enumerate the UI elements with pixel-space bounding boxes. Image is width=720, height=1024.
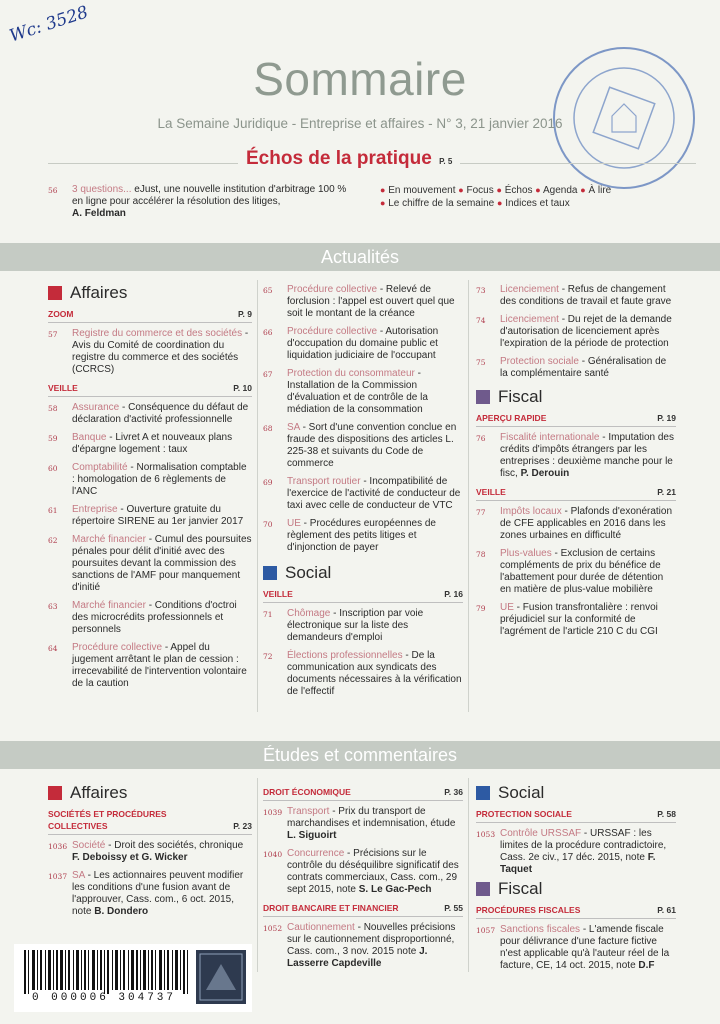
link-agenda[interactable]: Agenda — [542, 185, 578, 196]
page-title: Sommaire — [253, 53, 467, 105]
entry-author: F. Taquet — [500, 852, 656, 875]
entry-number: 70 — [263, 520, 273, 529]
entry-body — [500, 602, 676, 638]
entry-category: UE — [500, 602, 514, 613]
column-divider — [468, 280, 469, 712]
entry-text: - Fusion transfrontalière : renvoi préjudiciel sur la conformité de l'agrément de l'article 210 C du CGI — [500, 602, 658, 637]
entry-category: Banque — [72, 432, 107, 443]
barcode-icon — [22, 950, 198, 994]
entry-body — [72, 642, 252, 690]
entry-category: 3 questions... — [72, 184, 132, 195]
entry-category: Sanctions fiscales — [500, 924, 581, 935]
entry-category: SA — [72, 870, 85, 881]
entry-number: 72 — [263, 652, 273, 661]
entry-body — [287, 368, 463, 416]
entry-body — [287, 518, 463, 554]
entry-number: 1039 — [263, 808, 283, 817]
entry-body — [72, 534, 252, 594]
social-heading: Social — [263, 566, 463, 580]
entry-body — [500, 924, 676, 972]
protection-subheading: PROTECTION SOCIALE P. 58 — [476, 808, 676, 823]
link-echos[interactable]: Échos — [504, 185, 533, 196]
entry-category: Concurrence — [287, 848, 345, 859]
entry-body — [72, 328, 252, 376]
entry-category: Marché financier — [72, 534, 146, 545]
toc-entry[interactable] — [48, 402, 252, 426]
link-chiffre-semaine[interactable]: Le chiffre de la semaine — [388, 198, 495, 209]
entry-text: - Refus de changement des conditions de travail et faute grave — [500, 284, 672, 307]
entry-text: - Conséquence du défaut de déclaration d'activité professionnelle — [72, 402, 249, 425]
entry-category: Protection sociale — [500, 356, 579, 367]
entry-category: Chômage — [287, 608, 331, 619]
actualites-middle-column — [263, 284, 463, 704]
entry-number: 66 — [263, 328, 273, 337]
toc-entry[interactable] — [263, 326, 463, 362]
entry-author: F. Deboissy et G. Wicker — [72, 852, 188, 863]
etudes-middle-column — [263, 782, 463, 976]
entry-number: 67 — [263, 370, 273, 379]
social-veille-subheading: VEILLE P. 16 — [263, 588, 463, 603]
toc-entry[interactable] — [263, 518, 463, 554]
column-divider — [468, 778, 469, 972]
entry-body — [287, 922, 463, 970]
veille-subheading: VEILLE P. 10 — [48, 382, 252, 397]
entry-category: Protection du consommateur — [287, 368, 415, 379]
toc-entry[interactable] — [476, 356, 676, 380]
toc-entry[interactable] — [263, 284, 463, 320]
page-subtitle: La Semaine Juridique - Entreprise et affaires - N° 3, 21 janvier 2016 — [157, 116, 563, 131]
entry-number: 74 — [476, 316, 486, 325]
echos-entry — [48, 184, 348, 226]
entry-number: 1037 — [48, 872, 68, 881]
entry-text: - Avis du Comité de coordination du registre du commerce et des sociétés (CCRCS) — [72, 328, 249, 375]
entry-text: - Du rejet de la demande d'autorisation de licenciement après l'expiration de la période de protection — [500, 314, 672, 349]
etudes-fiscal-heading: Fiscal — [476, 882, 676, 896]
toc-entry[interactable] — [476, 432, 676, 480]
entry-category: Licenciement — [500, 314, 559, 325]
square-icon — [476, 786, 490, 800]
entry-body — [72, 432, 252, 456]
toc-entry[interactable] — [48, 534, 252, 594]
entry-number: 64 — [48, 644, 58, 653]
entry-text: - Droit des sociétés, chronique — [105, 840, 244, 851]
echos-page: P. 5 — [439, 157, 453, 166]
toc-entry[interactable] — [476, 924, 676, 972]
etudes-social-heading: Social — [476, 786, 676, 800]
entry-body — [500, 828, 676, 876]
entry-text: - Normalisation comptable : homologation de 6 règlements de l'ANC — [72, 462, 247, 497]
entry-text: - Les actionnaires peuvent modifier les conditions d'une fusion avant de l'approuver, Cass. com., 6 oct. 2015, note — [72, 870, 244, 917]
entry-number: 56 — [48, 186, 58, 195]
entry-body — [287, 284, 463, 320]
entry-text: - URSSAF : les limites de la procédure contradictoire, Cass. 2e civ., 17 déc. 2015, note — [500, 828, 667, 863]
entry-text: - Prix du transport de marchandises et indemnisation, étude — [287, 806, 456, 829]
entry-body — [287, 650, 463, 698]
entry-number: 65 — [263, 286, 273, 295]
toc-entry[interactable] — [48, 432, 252, 456]
entry-text: - Autorisation d'occupation du domaine public et liquidation judiciaire de l'occupant — [287, 326, 439, 361]
square-icon — [48, 286, 62, 300]
entry-number: 61 — [48, 506, 58, 515]
link-focus[interactable]: Focus — [466, 185, 494, 196]
entry-body — [287, 326, 463, 362]
link-indices-taux[interactable]: Indices et taux — [505, 198, 570, 209]
entry-category: Procédure collective — [287, 284, 378, 295]
entry-text: - Nouvelles précisions sur le cautionnement disproportionné, Cass. com., 3 nov. 2015 note — [287, 922, 456, 957]
entry-body — [287, 422, 463, 470]
link-a-lire[interactable]: À lire — [588, 185, 612, 196]
toc-entry[interactable] — [476, 284, 676, 308]
toc-entry[interactable] — [48, 504, 252, 528]
entry-number: 78 — [476, 550, 486, 559]
echos-title-text: Échos de la pratique — [246, 148, 432, 169]
entry-body — [287, 608, 463, 644]
entry-number: 1052 — [263, 924, 283, 933]
entry-category: Transport — [287, 806, 330, 817]
square-icon — [48, 786, 62, 800]
entry-text: - Relevé de forclusion : l'appel est ouvert quel que soit le montant de la créance — [287, 284, 455, 319]
entry-author: J. Lasserre Capdeville — [287, 946, 428, 969]
entry-body — [500, 432, 676, 480]
entry-body — [500, 314, 676, 350]
entry-body — [500, 548, 676, 596]
entry-text: - De la communication aux syndicats des documents nécessaires à la vérification de l'effectif — [287, 650, 462, 697]
entry-text: - Appel du jugement arrêtant le plan de cession : irrecevabilité de l'intervention volontaire de la caution — [72, 642, 247, 689]
entry-body — [500, 284, 676, 308]
toc-entry[interactable] — [476, 548, 676, 596]
entry-category: Fiscalité internationale — [500, 432, 600, 443]
entry-category: Élections professionnelles — [287, 650, 403, 661]
entry-number: 75 — [476, 358, 486, 367]
toc-entry[interactable] — [476, 314, 676, 350]
entry-text: - Cumul des poursuites pénales pour délit d'initié avec des poursuites devant la commission des sanctions de l'AMF pour manquement d'initié — [72, 534, 252, 593]
entry-number: 1053 — [476, 830, 496, 839]
toc-entry[interactable] — [263, 476, 463, 512]
toc-entry[interactable] — [476, 828, 676, 876]
toc-entry[interactable] — [263, 650, 463, 698]
entry-text: - Plafonds d'exonération de CFE applicables en 2016 dans les zones urbaines en difficulté — [500, 506, 673, 541]
banner-actualites: Actualités — [0, 243, 720, 271]
entry-number: 1036 — [48, 842, 68, 851]
entry-number: 62 — [48, 536, 58, 545]
entry-body — [72, 600, 252, 636]
toc-entry[interactable] — [476, 506, 676, 542]
entry-text: - Précisions sur le contrôle du déséquilibre significatif des contrats commerciaux, Cass. com., 29 sept 2015, note — [287, 848, 459, 895]
entry-number: 68 — [263, 424, 273, 433]
toc-entry[interactable] — [48, 328, 252, 376]
entry-number: 1040 — [263, 850, 283, 859]
entry-body — [500, 506, 676, 542]
entry-category: Comptabilité — [72, 462, 128, 473]
entry-body — [72, 402, 252, 426]
toc-entry[interactable] — [48, 642, 252, 690]
entry-category: Licenciement — [500, 284, 559, 295]
entry-category: Contrôle URSSAF — [500, 828, 582, 839]
entry-category: Marché financier — [72, 600, 146, 611]
toc-entry[interactable] — [263, 608, 463, 644]
toc-entry[interactable] — [263, 848, 463, 896]
entry-category: Plus-values — [500, 548, 552, 559]
entry-body — [72, 462, 252, 498]
toc-entry[interactable] — [48, 462, 252, 498]
publisher-logo-icon — [196, 950, 246, 1004]
entry-number: 59 — [48, 434, 58, 443]
entry-number: 69 — [263, 478, 273, 487]
entry-category: Procédure collective — [72, 642, 163, 653]
entry-author: L. Siguoirt — [287, 830, 337, 841]
column-divider — [257, 280, 258, 712]
toc-entry[interactable] — [48, 840, 252, 864]
entry-text: - Installation de la Commission d'évaluation et de contrôle de la médiation de la consommation — [287, 368, 428, 415]
echos-links: ● En mouvement ● Focus ● Échos ● Agenda ● À lire ● Le chiffre de la semaine ● Indices et taux — [380, 185, 612, 209]
etudes-affaires-heading: Affaires — [48, 786, 252, 800]
entry-number: 58 — [48, 404, 58, 413]
entry-category: Transport routier — [287, 476, 361, 487]
square-icon — [476, 882, 490, 896]
entry-number: 57 — [48, 330, 58, 339]
entry-text: - Livret A et nouveaux plans d'épargne logement : taux — [72, 432, 233, 455]
affaires-heading: Affaires — [48, 286, 252, 300]
entry-text: - Imputation des crédits d'impôts étrangers par les entreprises : deuxième manche pour le fisc, — [500, 432, 674, 479]
toc-entry[interactable] — [48, 870, 252, 918]
etudes-right-column — [476, 783, 676, 978]
entry-text: - Exclusion de certains compléments de prix du bénéfice de l'abattement pour durée de détention en matière de plus-value mobilière — [500, 548, 664, 595]
entry-category: Entreprise — [72, 504, 118, 515]
entry-category: SA — [287, 422, 300, 433]
entry-body — [72, 870, 252, 918]
toc-entry[interactable] — [263, 922, 463, 970]
entry-text: - Ouverture gratuite du répertoire SIRENE au 1er janvier 2017 — [72, 504, 244, 527]
entry-body — [72, 504, 252, 528]
entry-number: 73 — [476, 286, 486, 295]
entry-body — [500, 356, 676, 380]
entry-author: B. Dondero — [94, 906, 149, 917]
entry-category: Cautionnement — [287, 922, 355, 933]
handwritten-note: Wc: 3528 — [7, 2, 91, 47]
entry-number: 71 — [263, 610, 273, 619]
societes-subheading: SOCIÉTÉS ET PROCÉDURES COLLECTIVES P. 23 — [48, 808, 252, 835]
etudes-affaires-column — [48, 783, 252, 924]
entry-text: - Sort d'une convention conclue en fraude des dispositions des articles L. 225-38 et suivants du Code de commerce — [287, 422, 457, 469]
link-en-mouvement[interactable]: En mouvement — [388, 185, 456, 196]
banner-etudes: Études et commentaires — [0, 741, 720, 769]
square-icon — [263, 566, 277, 580]
toc-entry[interactable] — [476, 602, 676, 638]
entry-text: - Procédures européennes de règlement des petits litiges et d'injonction de payer — [287, 518, 436, 553]
entry-text: eJust, une nouvelle institution d'arbitrage 100 % en ligne pour accélérer la résolution des litiges, — [72, 184, 347, 207]
entry-body — [72, 840, 252, 864]
entry-author: A. Feldman — [72, 208, 126, 219]
fiscal-veille-subheading: VEILLE P. 21 — [476, 486, 676, 501]
entry-category: Assurance — [72, 402, 120, 413]
procedures-subheading: PROCÉDURES FISCALES P. 61 — [476, 904, 676, 919]
entry-author: P. Derouin — [520, 468, 570, 479]
entry-number: 76 — [476, 434, 486, 443]
entry-number: 60 — [48, 464, 58, 473]
toc-entry[interactable] — [48, 600, 252, 636]
entry-category: Impôts locaux — [500, 506, 562, 517]
barcode-number: 0 000006 304737 — [31, 992, 177, 1004]
entry-text: - Inscription par voie électronique sur la liste des demandeurs d'emploi — [287, 608, 424, 643]
entry-text: - L'amende fiscale pour délivrance d'une facture fictive n'est applicable qu'à l'auteur réel de la facture, CE, 14 oct. 2015, note — [500, 924, 670, 971]
apercu-subheading: APERÇU RAPIDE P. 19 — [476, 412, 676, 427]
eco-subheading: DROIT ÉCONOMIQUE P. 36 — [263, 786, 463, 801]
entry-number: 79 — [476, 604, 486, 613]
entry-author: D.F — [638, 960, 655, 971]
entry-category: Procédure collective — [287, 326, 378, 337]
toc-entry[interactable] — [263, 368, 463, 416]
toc-entry[interactable] — [263, 422, 463, 470]
entry-number: 77 — [476, 508, 486, 517]
actualites-right-column — [476, 284, 676, 644]
entry-number: 63 — [48, 602, 58, 611]
toc-entry[interactable] — [263, 806, 463, 842]
square-icon — [476, 390, 490, 404]
entry-text: - Conditions d'octroi des microcrédits professionnels et personnels — [72, 600, 237, 635]
entry-category: Société — [72, 840, 106, 851]
entry-text: - Incompatibilité de l'exercice de l'activité de conducteur de taxi avec celle de conducteur de VTC — [287, 476, 461, 511]
entry-body — [287, 848, 463, 896]
entry-author: S. Le Gac-Pech — [358, 884, 432, 895]
entry-text: - Généralisation de la complémentaire santé — [500, 356, 667, 379]
entry-category: Registre du commerce et des sociétés — [72, 328, 243, 339]
fiscal-heading: Fiscal — [476, 390, 676, 404]
actualites-affaires-column — [48, 283, 252, 696]
zoom-subheading: ZOOM P. 9 — [48, 308, 252, 323]
entry-body — [287, 806, 463, 842]
echos-title — [238, 148, 460, 170]
bancaire-subheading: DROIT BANCAIRE ET FINANCIER P. 55 — [263, 902, 463, 917]
entry-number: 1057 — [476, 926, 496, 935]
entry-body — [287, 476, 463, 512]
entry-category: UE — [287, 518, 301, 529]
column-divider — [257, 778, 258, 972]
